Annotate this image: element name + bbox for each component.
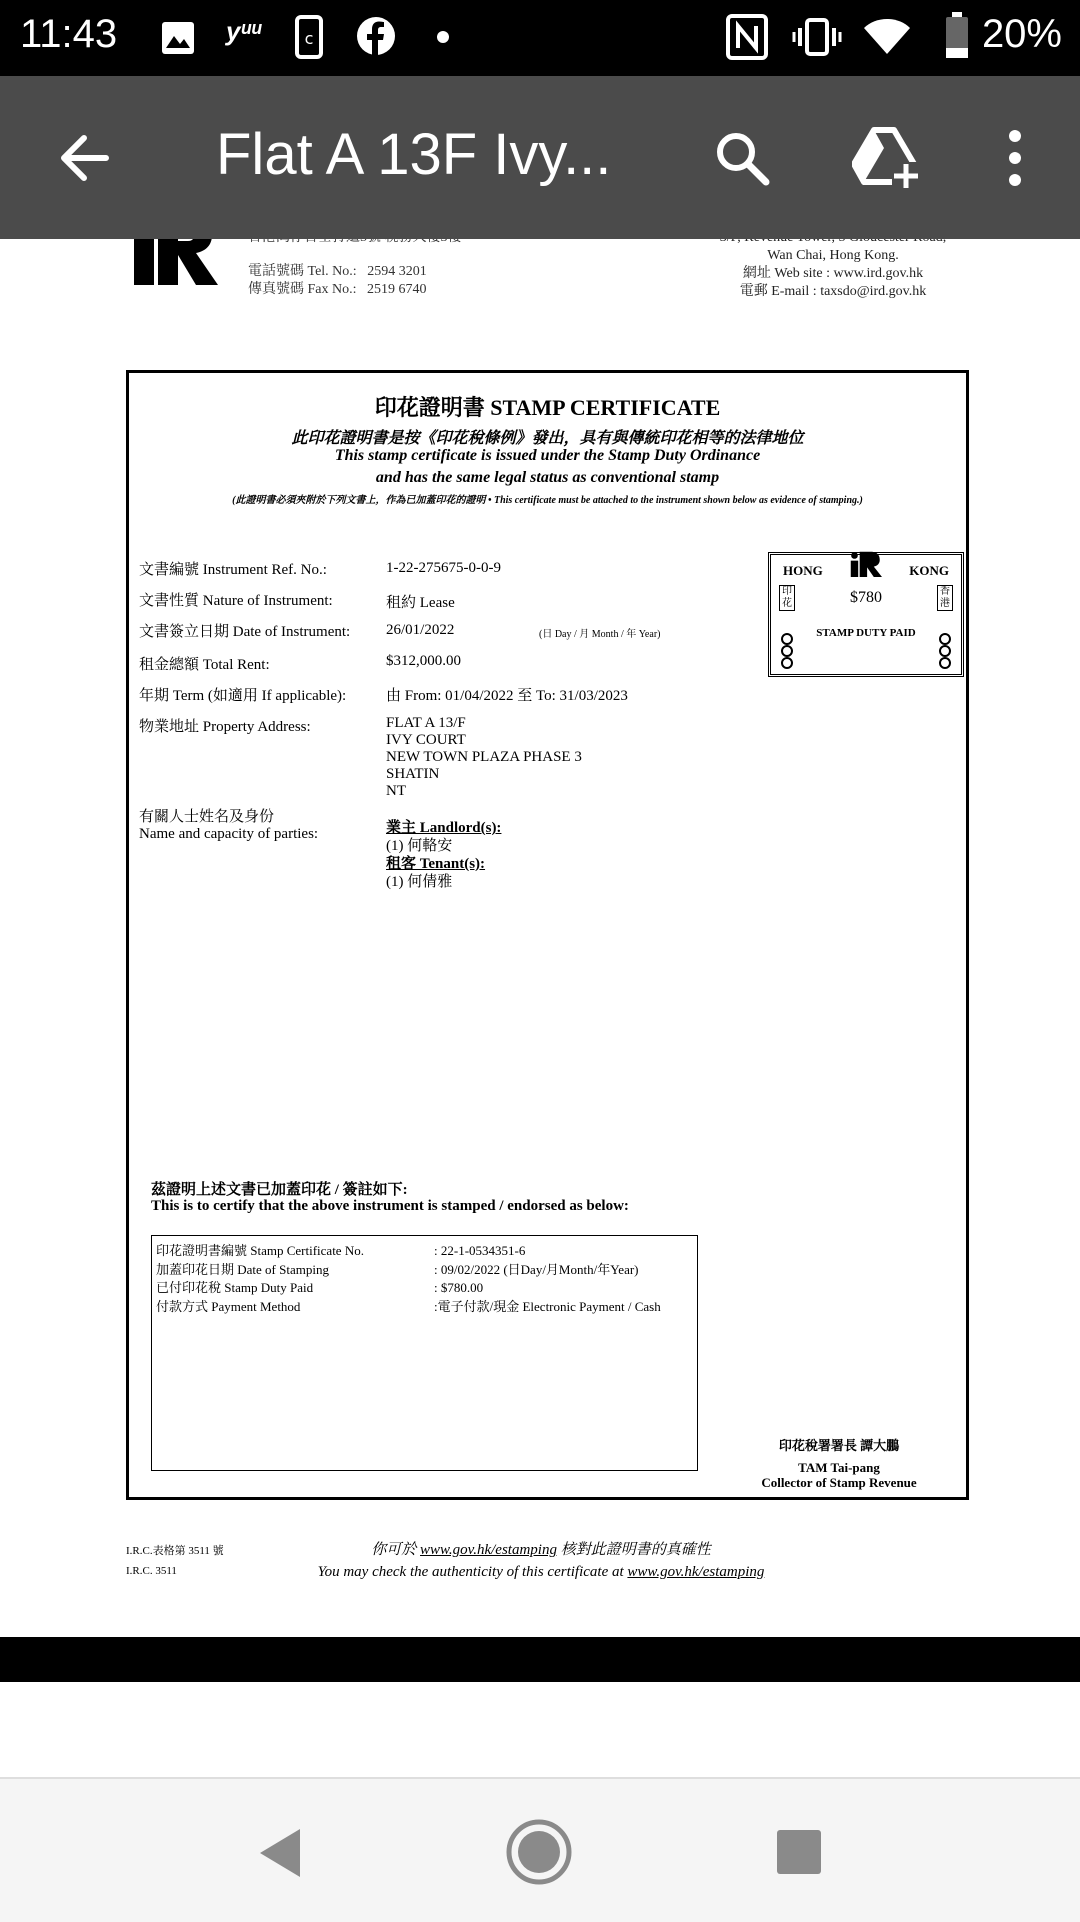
fax-label: 傳真號碼 Fax No.: [248,282,357,297]
cert-subtitle-zh: 此印花證明書是按《印花稅條例》發出，具有與傳統印花相等的法律地位 [291,430,804,447]
address-line2: IVY COURT [386,732,466,748]
address-line4: SHATIN [386,766,440,782]
nature-value: 租約 Lease [386,595,455,611]
more-vert-icon[interactable] [1000,128,1030,188]
form-number-zh: I.R.C.表格第 3511 號 [126,1545,224,1557]
search-icon[interactable] [712,128,772,188]
parties-label-en: Name and capacity of parties: [139,826,319,842]
address-value [386,715,582,800]
recents-square-icon[interactable] [776,1829,822,1875]
ref-label: 文書編號 Instrument Ref. No.: [139,562,327,578]
copy-icon [294,14,324,60]
check-en-pre: You may check the authenticity of this certificate at [317,1564,624,1580]
signer-title: Collector of Stamp Revenue [761,1475,917,1490]
endorse-labels [156,1242,364,1316]
system-nav-bar [0,1777,1080,1922]
header-web: 網址 Web site : www.ird.gov.hk [742,266,924,281]
landlord-heading: 業主 Landlord(s): [386,820,502,836]
date-label: 文書簽立日期 Date of Instrument: [139,624,351,640]
form-number-en: I.R.C. 3511 [126,1565,177,1577]
tel-value: 2594 3201 [367,264,427,279]
cert-subtitle-en1: This stamp certificate is issued under the Stamp Duty Ordinance [334,447,761,464]
date-value: 26/01/2022 [386,622,455,638]
landlord-1: (1) 何輅安 [386,838,453,854]
app-title: Flat A 13F Ivy... [216,122,612,187]
pdf-page[interactable] [0,239,1080,1637]
dot-icon [436,30,450,44]
nature-label: 文書性質 Nature of Instrument: [139,593,333,609]
parties-label-zh: 有關人士姓名及身份 [139,809,275,825]
stamp-amount: $780 [850,589,882,606]
address-line1: FLAT A 13/F [386,715,466,731]
stamp-hong: HONG [783,563,823,578]
wifi-icon [862,16,912,56]
stamp-left-chars: 印花 [779,585,795,611]
facebook-icon [356,16,396,56]
stamp-right-chars: 香港 [937,585,953,611]
check-zh-pre: 你可於 [371,1542,417,1558]
endorse-method-value: :電子付款/現金 Electronic Payment / Cash [434,1298,661,1314]
endorsement-box [151,1235,698,1471]
stamp-kong: KONG [909,563,949,578]
ref-value: 1-22-275675-0-0-9 [386,560,501,576]
stamp-duty-paid-stamp [768,552,964,677]
vibrate-icon [792,16,842,58]
address-line3: NEW TOWN PLAZA PHASE 3 [386,749,582,765]
page-separator-bar [0,1637,1080,1682]
endorse-method-label: 付款方式 Payment Method [156,1298,301,1314]
stamp-ornament-right [939,633,951,669]
estamping-link-en[interactable]: www.gov.hk/estamping [627,1564,765,1580]
parties-label [139,809,318,843]
authenticity-note [276,1539,806,1583]
svg-text:c: c [304,29,314,48]
endorse-no-value: : 22-1-0534351-6 [434,1243,526,1258]
app-bar [0,76,1080,239]
signer-name: TAM Tai-pang [798,1460,880,1475]
rent-value: $312,000.00 [386,653,461,669]
drive-add-icon[interactable] [852,126,922,190]
endorse-date-label: 加蓋印花日期 Date of Stamping [156,1261,329,1277]
certify-zh: 茲證明上述文書已加蓋印花 / 簽註如下: [151,1182,408,1198]
stamp-ir-logo [849,551,883,577]
parties-value [386,819,501,891]
signer-en [729,1460,949,1490]
header-email: 電郵 E-mail : taxsdo@ird.gov.hk [739,284,927,299]
endorse-paid-value: : $780.00 [434,1280,484,1295]
stamp-ornament-left [781,633,793,669]
tel-label: 電話號碼 Tel. No.: [248,264,357,279]
cert-title: 印花證明書 STAMP CERTIFICATE [374,395,721,420]
status-time: 11:43 [20,12,118,56]
signer-zh: 印花稅署署長 譚大鵬 [778,1438,900,1453]
address-label: 物業地址 Property Address: [139,719,311,735]
endorse-values [434,1242,661,1316]
tenant-heading: 租客 Tenant(s): [386,856,486,872]
rent-label: 租金總額 Total Rent: [139,657,270,673]
nfc-icon [726,14,768,60]
form-number [126,1541,224,1581]
cert-note: (此證明書必須夾附於下列文書上，作為已加蓋印花的證明 • This certificate must be attached to the instrument shown below as evidence of stamping.) [232,495,863,506]
battery-percent: 20% [981,12,1062,56]
back-arrow-icon[interactable] [56,130,112,186]
cert-subtitle-en2: and has the same legal status as conventional stamp [375,469,720,486]
term-value: 由 From: 01/04/2022 至 To: 31/03/2023 [386,688,628,704]
header-right-line4: Wan Chai, Hong Kong. [767,248,899,263]
stamp-certificate [126,370,969,1500]
tenant-1: (1) 何倩雅 [386,874,453,890]
status-bar [0,0,1080,76]
home-circle-icon[interactable] [506,1819,572,1885]
yuu-icon: yᵘᵘ [226,16,262,46]
estamping-link-zh[interactable]: www.gov.hk/estamping [420,1542,557,1558]
date-hint: (日 Day / 月 Month / 年 Year) [539,629,661,640]
endorse-paid-label: 已付印花稅 Stamp Duty Paid [156,1280,314,1295]
check-zh-post: 核對此證明書的真確性 [560,1542,711,1558]
term-label: 年期 Term (如適用 If applicable): [139,688,347,704]
endorse-date-value: : 09/02/2022 (日Day/月Month/年Year) [434,1261,639,1277]
image-icon [160,20,196,56]
address-line5: NT [386,783,406,799]
back-triangle-icon[interactable] [256,1827,304,1879]
endorse-no-label: 印花證明書編號 Stamp Certificate No. [156,1243,364,1258]
battery-icon [944,12,970,60]
fax-value: 2519 6740 [367,282,427,297]
stamp-duty-paid-label: STAMP DUTY PAID [816,627,916,639]
certify-en: This is to certify that the above instrument is stamped / endorsed as below: [151,1198,629,1214]
